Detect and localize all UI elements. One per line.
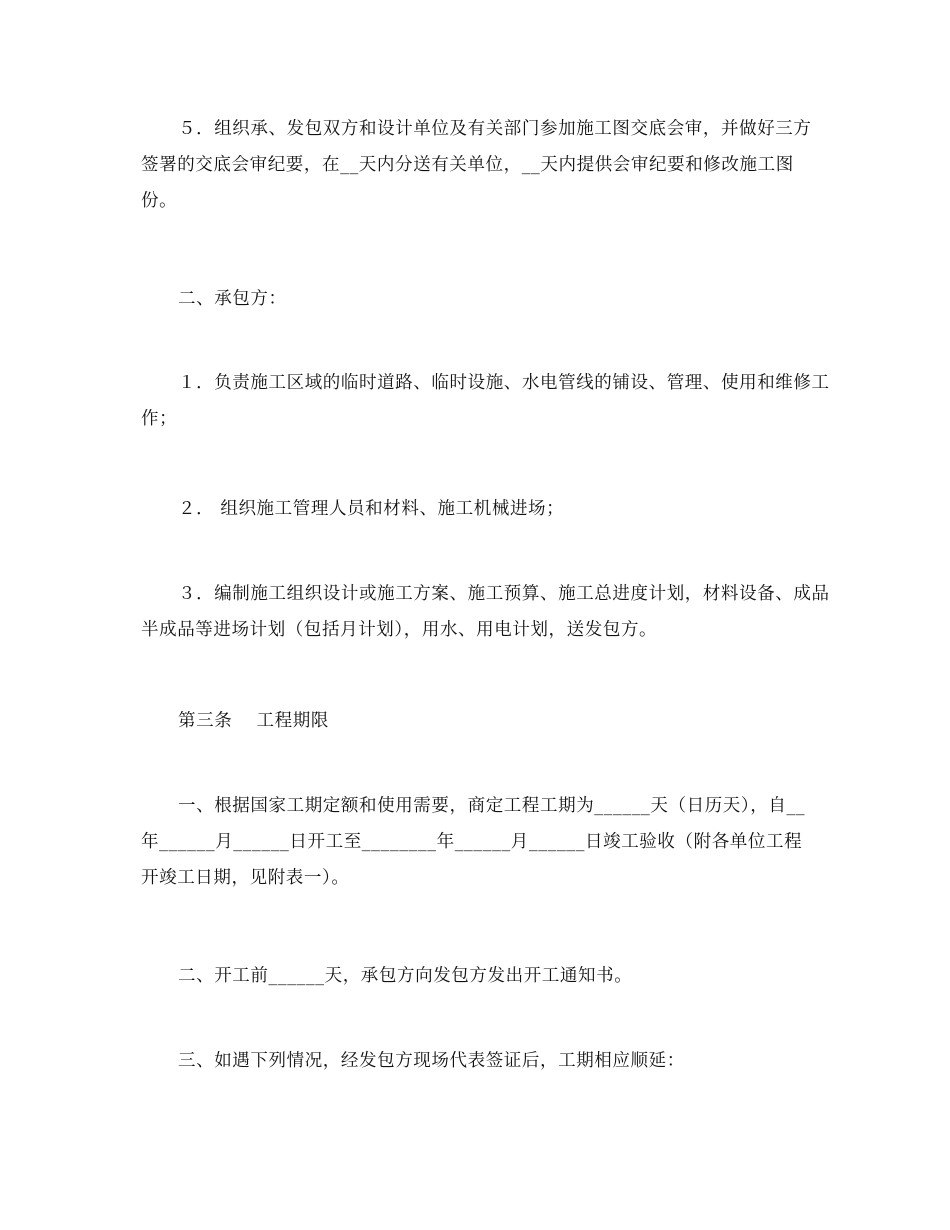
text-line: 签署的交底会审纪要，在__天内分送有关单位，__天内提供会审纪要和修改施工图 [141,155,794,175]
text-line: 二、开工前______天，承包方向发包方发出开工通知书。 [178,966,633,986]
contractor-item-1 [141,365,830,437]
text-line: 半成品等进场计划（包括月计划），用水、用电计划，送发包方。 [141,620,658,640]
term-item-2 [141,958,813,994]
clause-5-paragraph [141,111,813,219]
contractor-item-2 [141,491,813,527]
contractor-heading [141,281,813,317]
term-item-1 [141,788,813,896]
article-3-heading [141,703,813,739]
text-line: 开竣工日期，见附表一）。 [141,868,350,888]
contractor-item-3 [141,576,830,648]
text-line: 二、承包方： [178,289,287,309]
term-item-3 [141,1043,813,1079]
text-line: 作； [141,409,178,429]
text-line: ２． 组织施工管理人员和材料、施工机械进场； [178,499,565,519]
text-line: ５．组织承、发包双方和设计单位及有关部门参加施工图交底会审，并做好三方 [178,119,812,139]
text-line: 一、根据国家工期定额和使用需要，商定工程工期为______天（日历天），自__ [178,796,806,816]
text-line: 三、如遇下列情况，经发包方现场代表签证后，工期相应顺延： [178,1051,685,1071]
text-line: 份。 [141,191,178,211]
text-line: 第三条 工程期限 [178,711,329,731]
text-line: １．负责施工区域的临时道路、临时设施、水电管线的铺设、管理、使用和维修工 [178,373,830,393]
text-line: ３．编制施工组织设计或施工方案、施工预算、施工总进度计划，材料设备、成品 [178,584,830,604]
text-line: 年______月______日开工至________年______月______日竣工验收（附各单位工程 [141,832,803,852]
